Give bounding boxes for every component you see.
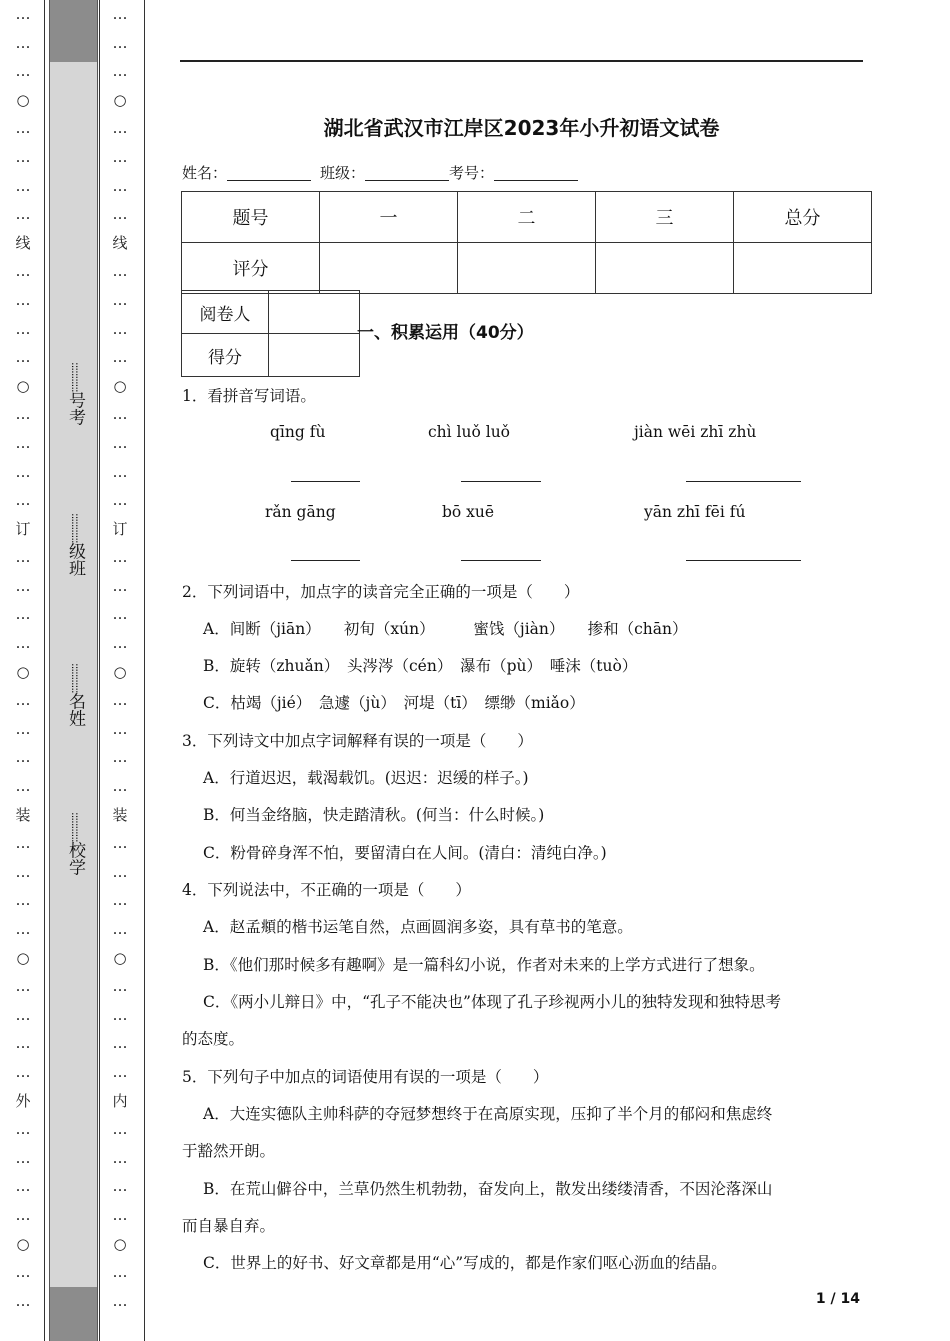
binding-mark: ○ bbox=[16, 90, 30, 109]
question-5-option-a[interactable]: A．大连实德队主帅科萨的夺冠梦想终于在高原实现，压抑了半个月的郁闷和焦虑终 bbox=[203, 1105, 773, 1123]
score-header-cell: 一 bbox=[320, 192, 458, 243]
exam-no-blank[interactable] bbox=[494, 164, 578, 181]
binding-mark: … bbox=[112, 891, 128, 910]
binding-mark: … bbox=[112, 5, 128, 23]
binding-mark: … bbox=[15, 205, 31, 224]
question-2-stem: 2．下列词语中，加点字的读音完全正确的一项是（ ） bbox=[182, 583, 580, 601]
answer-blank[interactable] bbox=[686, 560, 801, 561]
binding-mark: … bbox=[112, 748, 128, 767]
binding-mark: … bbox=[112, 1263, 128, 1282]
binding-mark: … bbox=[112, 862, 128, 881]
binding-mark: … bbox=[15, 1177, 31, 1196]
binding-mark: … bbox=[15, 576, 31, 595]
binding-mark: … bbox=[112, 605, 128, 624]
binding-mark: … bbox=[15, 147, 31, 166]
school-field[interactable]: :::::::::::校学 bbox=[65, 812, 85, 876]
binding-mark: 订 bbox=[15, 519, 31, 538]
binding-mark: … bbox=[15, 290, 31, 309]
binding-mark: ○ bbox=[16, 662, 30, 681]
binding-mark: … bbox=[15, 748, 31, 767]
binding-mark: … bbox=[112, 777, 128, 796]
score-table bbox=[181, 191, 872, 294]
header-rule bbox=[180, 60, 863, 62]
binding-bar-bottom bbox=[50, 1287, 97, 1341]
grader-table bbox=[181, 290, 360, 377]
binding-mark: … bbox=[15, 262, 31, 281]
question-2-option-c[interactable]: C．枯竭（jié） 急遽（jù） 河堤（tī） 缥缈（miǎo） bbox=[203, 694, 585, 712]
question-3-option-b[interactable]: B．何当金络脑，快走踏清秋。(何当：什么时候。) bbox=[203, 806, 545, 824]
binding-mark: … bbox=[15, 691, 31, 710]
student-info-line bbox=[182, 162, 578, 183]
binding-mark: … bbox=[15, 977, 31, 996]
binding-mark: … bbox=[112, 719, 128, 738]
question-4-stem: 4．下列说法中，不正确的一项是（ ） bbox=[182, 881, 471, 899]
binding-bar-top bbox=[50, 0, 97, 62]
exam-no-label: 考号： bbox=[449, 164, 495, 182]
binding-mark: … bbox=[112, 1120, 128, 1139]
binding-mark: … bbox=[112, 491, 128, 510]
binding-mark: … bbox=[112, 319, 128, 338]
binding-mark: … bbox=[15, 119, 31, 138]
binding-mark: … bbox=[15, 834, 31, 853]
reviewer-label: 阅卷人 bbox=[182, 291, 269, 334]
binding-mark: … bbox=[15, 348, 31, 367]
question-3-option-a[interactable]: A．行道迟迟，载渴载饥。(迟迟：迟缓的样子。) bbox=[203, 769, 529, 787]
section-heading: 一、积累运用（40分） bbox=[357, 323, 534, 343]
binding-mark: … bbox=[112, 920, 128, 938]
name-blank[interactable] bbox=[227, 164, 311, 181]
binding-mark: 内 bbox=[112, 1091, 128, 1110]
binding-mark: ○ bbox=[113, 1234, 127, 1253]
binding-mark: … bbox=[15, 1062, 31, 1081]
question-5-stem: 5．下列句子中加点的词语使用有误的一项是（ ） bbox=[182, 1068, 549, 1086]
binding-mark: … bbox=[15, 891, 31, 910]
binding-mark: … bbox=[15, 1263, 31, 1282]
question-3-stem: 3．下列诗文中加点字词解释有误的一项是（ ） bbox=[182, 732, 533, 750]
binding-mark: … bbox=[112, 205, 128, 224]
binding-mark: … bbox=[112, 176, 128, 195]
binding-mark: … bbox=[15, 33, 31, 52]
binding-mark: ○ bbox=[113, 662, 127, 681]
binding-mark: 订 bbox=[112, 519, 128, 538]
exam-number-field[interactable]: :::::::::::号考 bbox=[65, 362, 85, 426]
binding-mark: … bbox=[15, 1005, 31, 1024]
question-4-option-c-cont: 的态度。 bbox=[182, 1030, 245, 1048]
binding-mark: … bbox=[112, 119, 128, 138]
pinyin-item: qīng fù bbox=[270, 423, 326, 441]
question-5-option-b-cont: 而自暴自弃。 bbox=[182, 1217, 276, 1235]
binding-outer-column bbox=[11, 0, 35, 1315]
score-cell[interactable] bbox=[734, 243, 872, 294]
binding-mark: … bbox=[15, 1034, 31, 1053]
binding-mark: ○ bbox=[113, 90, 127, 109]
binding-mark: … bbox=[112, 1205, 128, 1224]
answer-blank[interactable] bbox=[291, 560, 360, 561]
binding-mark: … bbox=[15, 920, 31, 938]
question-4-option-a[interactable]: A．赵孟頫的楷书运笔自然，点画圆润多姿，具有草书的笔意。 bbox=[203, 918, 633, 936]
binding-mark: … bbox=[112, 62, 128, 81]
binding-mark: … bbox=[112, 405, 128, 424]
score-row-label: 评分 bbox=[182, 243, 320, 294]
binding-mark: … bbox=[15, 719, 31, 738]
question-5-option-c[interactable]: C．世界上的好书、好文章都是用“心”写成的，都是作家们呕心沥血的结晶。 bbox=[203, 1254, 727, 1272]
binding-mark: 线 bbox=[112, 233, 128, 252]
page-number: 1 / 14 bbox=[815, 1291, 860, 1307]
binding-mark: ○ bbox=[113, 948, 127, 967]
binding-mark: … bbox=[15, 1291, 31, 1310]
page-title: 湖北省武汉市江岸区2023年小升初语文试卷 bbox=[323, 116, 720, 140]
binding-mark: … bbox=[15, 862, 31, 881]
score-header-cell: 总分 bbox=[734, 192, 872, 243]
binding-mark: … bbox=[112, 1005, 128, 1024]
binding-mark: … bbox=[15, 405, 31, 424]
score-header-cell: 三 bbox=[596, 192, 734, 243]
pinyin-item: bō xuē bbox=[442, 503, 495, 521]
answer-blank[interactable] bbox=[686, 481, 801, 482]
binding-mark: ○ bbox=[16, 1234, 30, 1253]
binding-mark: … bbox=[15, 5, 31, 23]
binding-mark: … bbox=[112, 977, 128, 996]
grader-score-label: 得分 bbox=[182, 334, 269, 377]
binding-mark: … bbox=[15, 1120, 31, 1139]
class-blank[interactable] bbox=[365, 164, 449, 181]
answer-blank[interactable] bbox=[461, 481, 541, 482]
binding-mark: … bbox=[15, 176, 31, 195]
binding-mark: … bbox=[112, 290, 128, 309]
binding-mark: … bbox=[112, 634, 128, 653]
binding-mark: … bbox=[15, 433, 31, 452]
class-label: 班级： bbox=[320, 164, 366, 182]
score-table-header-row bbox=[182, 192, 872, 243]
score-header-cell: 二 bbox=[458, 192, 596, 243]
binding-mark: … bbox=[112, 1148, 128, 1167]
question-2-option-b[interactable]: B．旋转（zhuǎn） 头涔涔（cén） 瀑布（pù） 唾沫（tuò） bbox=[203, 657, 638, 675]
pinyin-item: chì luǒ luǒ bbox=[428, 423, 511, 441]
binding-inner-column bbox=[108, 0, 132, 1315]
score-table-score-row bbox=[182, 243, 872, 294]
question-4-option-b[interactable]: B．《他们那时候多有趣啊》是一篇科幻小说，作者对未来的上学方式进行了想象。 bbox=[203, 956, 765, 974]
binding-mark: … bbox=[15, 62, 31, 81]
binding-mark: ○ bbox=[16, 376, 30, 395]
pinyin-item: rǎn gāng bbox=[265, 503, 336, 521]
binding-mark: … bbox=[112, 834, 128, 853]
binding-mark: … bbox=[112, 348, 128, 367]
binding-mark: … bbox=[112, 33, 128, 52]
question-2-option-a[interactable]: A．间断（jiān） 初旬（xún） 蜜饯（jiàn） 掺和（chān） bbox=[203, 620, 688, 638]
binding-mark: … bbox=[112, 691, 128, 710]
binding-mark: … bbox=[112, 262, 128, 281]
binding-mark: ○ bbox=[113, 376, 127, 395]
binding-mark: 装 bbox=[15, 805, 31, 824]
score-cell[interactable] bbox=[596, 243, 734, 294]
binding-mark: 线 bbox=[15, 233, 31, 252]
pinyin-item: jiàn wēi zhī zhù bbox=[634, 423, 757, 441]
score-cell[interactable] bbox=[320, 243, 458, 294]
binding-mark: ○ bbox=[16, 948, 30, 967]
binding-mark: 外 bbox=[15, 1091, 31, 1110]
binding-line-inner bbox=[144, 0, 145, 1341]
binding-mark: … bbox=[15, 605, 31, 624]
question-1-stem: 1．看拼音写词语。 bbox=[182, 387, 316, 405]
answer-blank[interactable] bbox=[291, 481, 360, 482]
binding-mark: … bbox=[15, 1148, 31, 1167]
binding-mark: … bbox=[112, 1291, 128, 1310]
binding-line-right bbox=[99, 0, 100, 1341]
binding-mark: … bbox=[15, 491, 31, 510]
binding-mark: … bbox=[112, 1177, 128, 1196]
question-4-option-c[interactable]: C．《两小儿辩日》中，“孔子不能决也”体现了孔子珍视两小儿的独特发现和独特思考 bbox=[203, 993, 781, 1011]
score-header-cell: 题号 bbox=[182, 192, 320, 243]
question-3-option-c[interactable]: C．粉骨碎身浑不怕，要留清白在人间。(清白：清纯白净。) bbox=[203, 844, 607, 862]
binding-mark: … bbox=[112, 433, 128, 452]
binding-mark: … bbox=[112, 1034, 128, 1053]
binding-mark: … bbox=[112, 576, 128, 595]
answer-blank[interactable] bbox=[461, 560, 541, 561]
binding-mark: … bbox=[15, 777, 31, 796]
pinyin-item: yān zhī fēi fú bbox=[644, 503, 746, 521]
binding-mark: … bbox=[112, 147, 128, 166]
binding-mark: … bbox=[15, 319, 31, 338]
binding-mark: … bbox=[15, 462, 31, 481]
binding-mark: … bbox=[112, 548, 128, 567]
name-label: 姓名： bbox=[182, 164, 228, 182]
binding-mark: … bbox=[112, 1062, 128, 1081]
reviewer-cell[interactable] bbox=[269, 291, 360, 334]
binding-mark: … bbox=[15, 634, 31, 653]
binding-mark: 装 bbox=[112, 805, 128, 824]
binding-mark: … bbox=[15, 548, 31, 567]
name-field[interactable]: :::::::::::名姓 bbox=[65, 663, 85, 727]
class-field[interactable]: :::::::::::级班 bbox=[65, 513, 85, 577]
question-5-option-a-cont: 于豁然开朗。 bbox=[182, 1142, 276, 1160]
binding-mark: … bbox=[15, 1205, 31, 1224]
score-cell[interactable] bbox=[458, 243, 596, 294]
binding-line-left bbox=[44, 0, 45, 1341]
binding-mark: … bbox=[112, 462, 128, 481]
grader-score-cell[interactable] bbox=[269, 334, 360, 377]
question-5-option-b[interactable]: B．在荒山僻谷中，兰草仍然生机勃勃，奋发向上，散发出缕缕清香，不因沦落深山 bbox=[203, 1180, 773, 1198]
